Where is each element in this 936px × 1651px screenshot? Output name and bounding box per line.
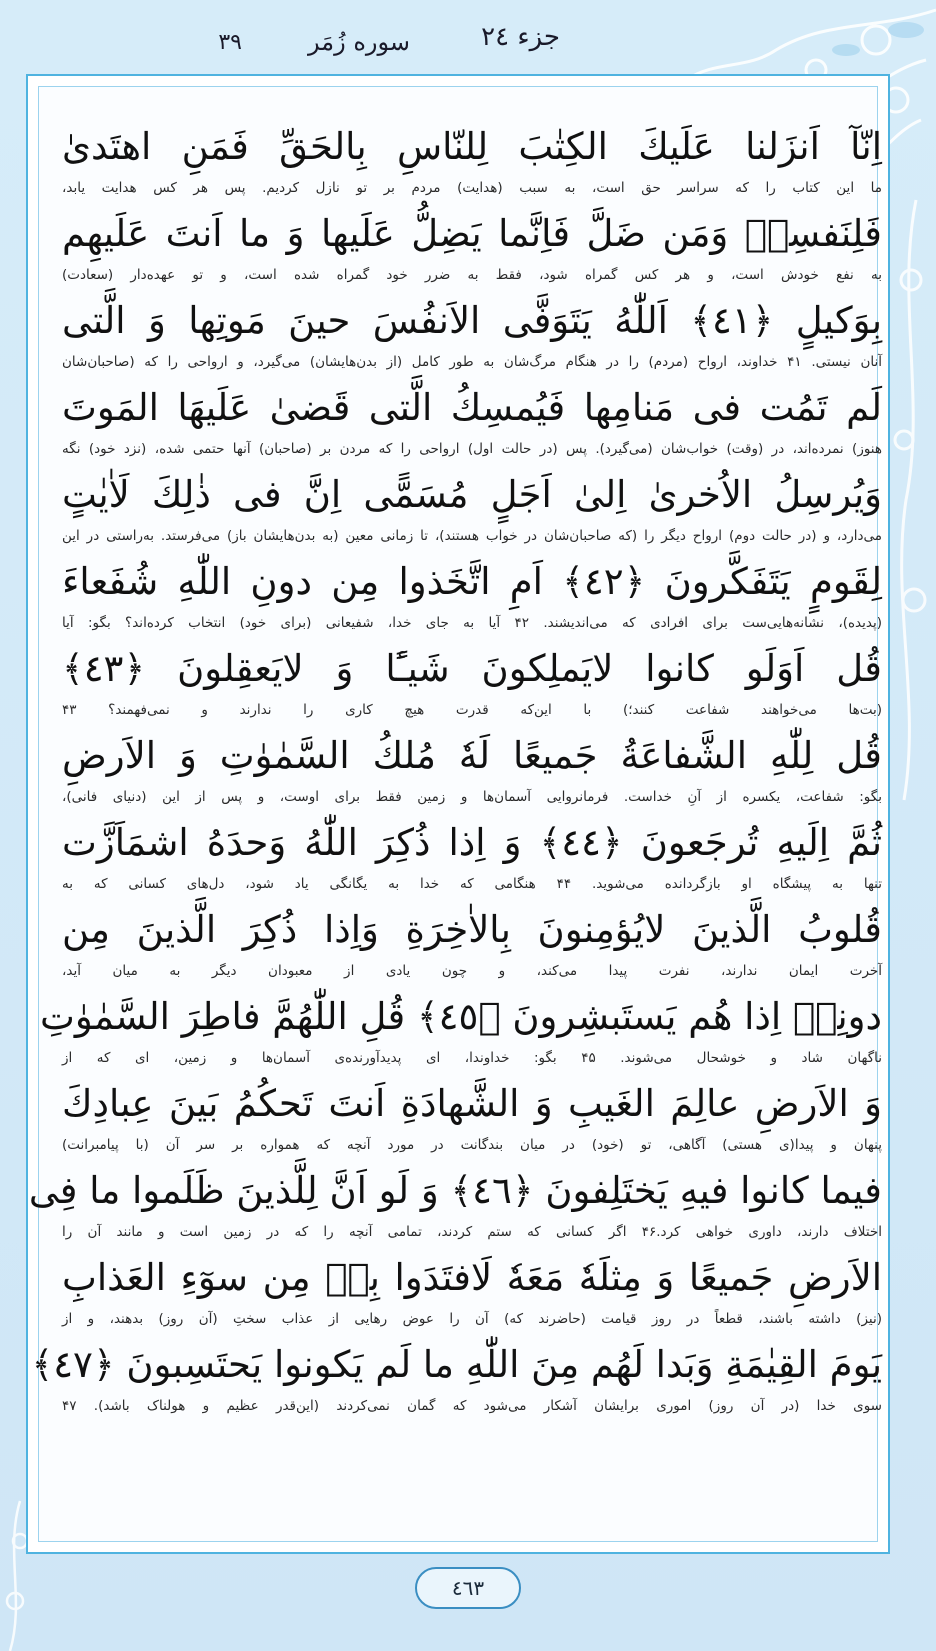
arabic-text: ثُمَّ اِلَيهِ تُرجَعونَ ﴿٤٤﴾ وَ اِذا ذُكِرَ اللّٰهُ وَحدَهُ اشمَاَزَّت: [62, 821, 882, 864]
persian-translation: به نفع خودش است، و هر کس گمراه شود، فقط به ضرر خود گمراه شده است، و تو عهده‌دار (سعادت): [62, 267, 882, 283]
persian-translation: می‌دارد، و (در حالت دوم) ارواح دیگر را (که صاحبان‌شان در خواب هستند)، تا زمانی معین (به بدن‌هایشان باز) می‌فرستد. به‌راستی در این: [62, 528, 882, 544]
arabic-text: الاَرضِ جَميعًا وَ مِثلَهٗ مَعَهٗ لَافتَدَوا بِهٖ مِن سوٓءِ العَذابِ: [62, 1256, 882, 1299]
persian-translation: سوی خدا (در آن روز) اموری برایشان آشکار می‌شود که گمان نمی‌کردند (این‌قدر عظیم و هولناک باشد). ۴۷: [62, 1398, 882, 1414]
arabic-text: يَومَ القِيٰمَةِ وَبَدا لَهُم مِنَ اللّٰهِ ما لَم يَكونوا يَحتَسِبونَ ﴿٤٧﴾: [31, 1343, 882, 1386]
verse-line: [62, 292, 882, 379]
persian-translation: تنها به پیشگاه او بازگردانده می‌شوید. ۴۴ هنگامی که خدا به یگانگی یاد شود، دل‌های کسانی که به: [62, 876, 882, 892]
page-number: ٤٦٣: [415, 1567, 521, 1609]
arabic-text: بِوَكيلٍ ﴿٤١﴾ اَللّٰهُ يَتَوَفَّى الاَنفُسَ حينَ مَوتِها وَ الَّتى: [62, 299, 882, 342]
verse-content: [28, 118, 883, 1423]
persian-translation: هنوز) نمرده‌اند، در (وقت) خواب‌شان (می‌گیرد). پس (در حالت اول) ارواحی را که مردن بر (صاحبان) آنها حتمی شده، (نزد خود) نگه: [62, 441, 882, 457]
verse-line: [62, 118, 882, 205]
verse-line: [62, 727, 882, 814]
surah-name: سوره زُمَر: [308, 28, 410, 56]
persian-translation: پنهان و پیدا(ی هستی) آگاهی، تو (خود) در میان بندگانت در مورد آنچه که همواره بر سر آن (با پیامبرانت): [62, 1137, 882, 1153]
verse-line: [62, 1249, 882, 1336]
persian-translation: بگو: شفاعت، یکسره از آنِ خداست. فرمانروایی آسمان‌ها و زمین فقط برای اوست، و پس از این (دنیای فانی)،: [62, 789, 882, 805]
juz-label: جزء ٢٤: [481, 22, 560, 52]
persian-translation: آنان نیستی. ۴۱ خداوند، ارواح (مردم) را در هنگام مرگ‌شان به طور کامل (از بدن‌هایشان) می‌گیرد، و ارواحی را که (صاحبان‌شان: [62, 354, 882, 370]
page-header: [180, 22, 560, 62]
arabic-text: وَيُرسِلُ الاُخرىٰ اِلىٰ اَجَلٍ مُسَمًّى اِنَّ فى ذٰلِكَ لَاٰيٰتٍ: [62, 473, 882, 516]
arabic-text: اِنّآ اَنزَلنا عَلَيكَ الكِتٰبَ لِلنّاسِ بِالحَقِّ فَمَنِ اهتَدىٰ: [62, 125, 882, 168]
arabic-text: وَ الاَرضِ عالِمَ الغَيبِ وَ الشَّهادَةِ اَنتَ تَحكُمُ بَينَ عِبادِكَ: [62, 1082, 882, 1125]
persian-translation: (نیز) داشته باشند، قطعاً در روز قیامت (حاضرند که) آن را عوض رهایی از عذاب سختِ (آن روز) بدهند، و از: [62, 1311, 882, 1327]
persian-translation: (پدیده)، نشانه‌هایی‌ست برای افرادی که می‌اندیشند. ۴۲ آیا به جای خدا، شفیعانی (برای خود) انتخاب کرده‌اند؟ بگو: آیا: [62, 615, 882, 631]
arabic-text: لِقَومٍ يَتَفَكَّرونَ ﴿٤٢﴾ اَمِ اتَّخَذوا مِن دونِ اللّٰهِ شُفَعاءَ: [62, 560, 882, 603]
arabic-text: لَم تَمُت فى مَنامِها فَيُمسِكُ الَّتى قَضىٰ عَلَيهَا المَوتَ: [62, 386, 882, 429]
persian-translation: اختلاف دارند، داوری خواهی کرد.۴۶ اگر کسانی که ستم کردند، تمامی آنچه را که در زمین است و مانند آن را: [62, 1224, 882, 1240]
persian-translation: آخرت ایمان ندارند، نفرت پیدا می‌کند، و چون یادی از معبودان دیگر به میان آید،: [62, 963, 882, 979]
arabic-text: فَلِنَفسِهٖ وَمَن ضَلَّ فَاِنَّما يَضِلُّ عَلَيها وَ ما اَنتَ عَلَيهِم: [62, 212, 882, 255]
arabic-text: فيما كانوا فيهِ يَختَلِفونَ ﴿٤٦﴾ وَ لَو اَنَّ لِلَّذينَ ظَلَموا ما فِى: [28, 1169, 882, 1212]
verse-line: [62, 1075, 882, 1162]
arabic-text: قُلوبُ الَّذينَ لايُؤمِنونَ بِالاٰخِرَةِ وَاِذا ذُكِرَ الَّذينَ مِن: [62, 908, 882, 951]
verse-line: [62, 205, 882, 292]
verse-line: [62, 553, 882, 640]
verse-line: [62, 901, 882, 988]
arabic-text: دونِهٖ اِذا هُم يَستَبشِرونَ ﴿٤٥﴾ قُلِ اللّٰهُمَّ فاطِرَ السَّمٰوٰتِ: [40, 995, 882, 1038]
persian-translation: ناگهان شاد و خوشحال می‌شوند. ۴۵ بگو: خداوندا، ای پدیدآورنده‌ی آسمان‌ها و زمین، ای که از: [62, 1050, 883, 1066]
verse-line: [31, 1336, 882, 1423]
arabic-text: قُل لِلّٰهِ الشَّفاعَةُ جَميعًا لَهٗ مُلكُ السَّمٰوٰتِ وَ الاَرضِ: [62, 734, 882, 777]
verse-line: [28, 1162, 882, 1249]
verse-line: [62, 640, 882, 727]
arabic-text: قُل اَوَلَو كانوا لايَملِكونَ شَيـًٔا وَ لايَعقِلونَ ﴿٤٣﴾: [62, 647, 882, 690]
surah-number: ٣٩: [218, 30, 242, 55]
persian-translation: (بت‌ها می‌خواهند شفاعت کنند؛) با این‌که قدرت هیچ کاری را ندارند و نمی‌فهمند؟ ۴۳: [62, 702, 882, 718]
verse-line: [62, 379, 882, 466]
page-number-badge: [415, 1567, 521, 1609]
verse-line: [62, 466, 882, 553]
persian-translation: ما این کتاب را که سراسر حق است، به سبب (هدایت) مردم بر تو نازل کردیم. پس هر کس هدایت یابد،: [62, 180, 882, 196]
verse-line: [40, 988, 883, 1075]
verse-line: [62, 814, 882, 901]
